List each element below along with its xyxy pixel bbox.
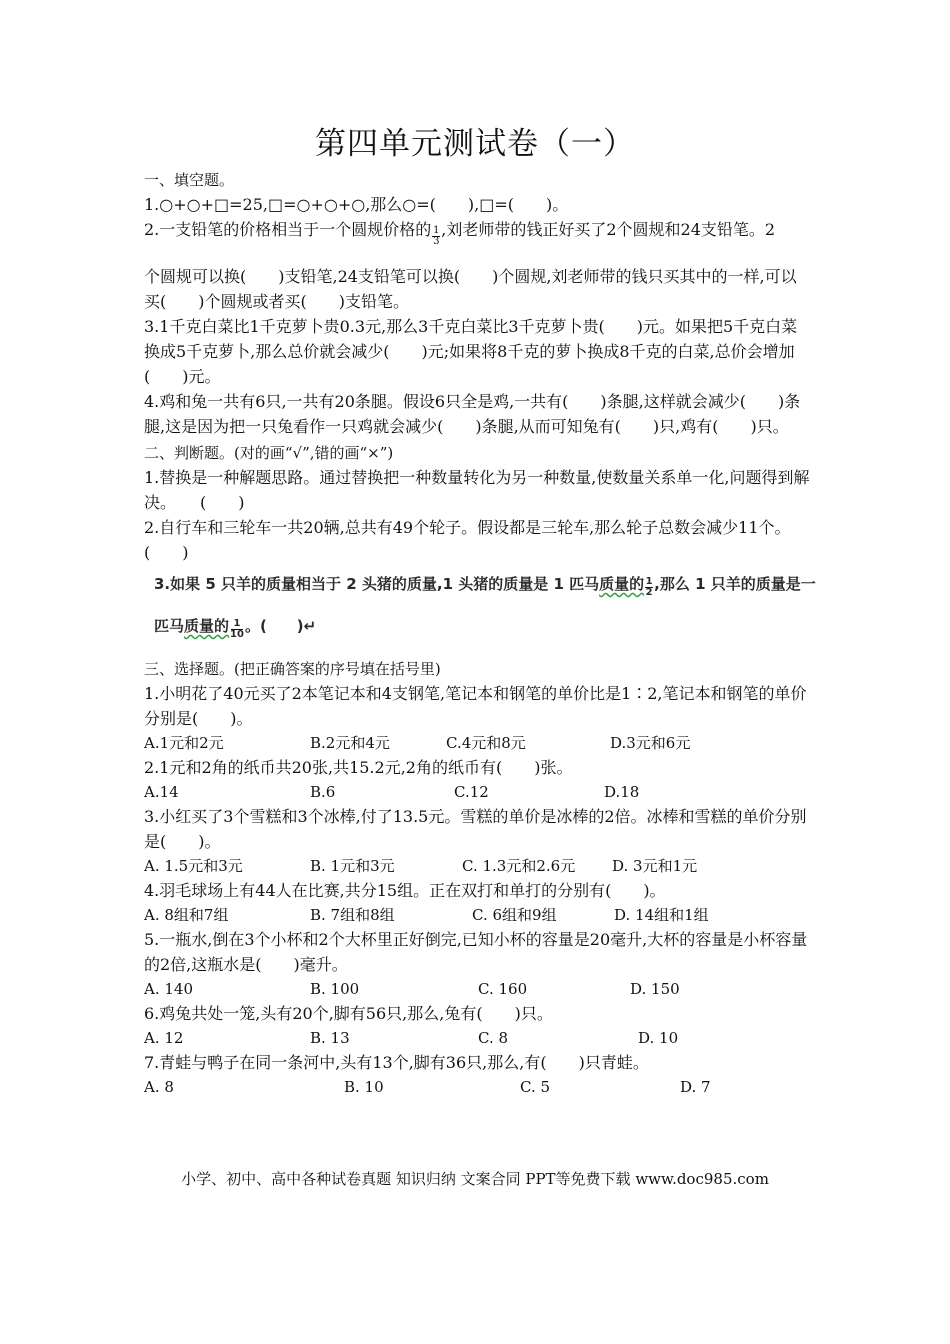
fill-question-2-continued: 个圆规可以换( )支铅笔,24支铅笔可以换( )个圆规,刘老师带的钱只买其中的一样,可以买( )个圆规或者买( )支铅笔。 [144,267,797,311]
option-a: A. 12 [144,1029,184,1047]
spacer [144,242,810,264]
section-choice-heading: 三、选择题。(把正确答案的序号填在括号里) [144,660,441,678]
option-a: A. 8 [144,1078,174,1096]
option-a: A.14 [144,783,179,801]
judge-question-3-part-f: 。( )↵ [244,617,317,635]
choice-question-5: 5.一瓶水,倒在3个小杯和2个大杯里正好倒完,已知小杯的容量是20毫升,大杯的容量是小杯容量的2倍,这瓶水是( )毫升。 [144,930,808,974]
fill-question-2-part-b: ,刘老师带的钱正好买了2个圆规和24支铅笔。2 [441,220,776,239]
fraction-denominator: 3 [433,236,440,247]
judge-question-3-underlined-a: 质量的 [599,575,645,593]
judge-question-3-line-1 [154,569,816,599]
fill-question-2-part-a: 2.一支铅笔的价格相当于一个圆规价格的 [144,220,432,239]
option-a: A.1元和2元 [144,734,224,752]
judge-question-3-part-a: 3.如果 5 只羊的质量相当于 2 头猪的质量,1 头猪的质量是 1 匹马 [154,575,600,593]
option-d: D. 150 [630,980,680,998]
option-d: D. 7 [680,1078,711,1096]
fraction-denominator: 2 [645,587,653,598]
option-c: C.4元和8元 [446,734,526,752]
section-fill-heading: 一、填空题。 [144,171,235,189]
fraction-denominator: 10 [230,629,244,640]
choice-question-3-options [144,854,810,878]
option-c: C.12 [454,783,489,801]
option-b: B. 100 [310,980,360,998]
option-b: B. 13 [310,1029,350,1047]
choice-question-1-options [144,731,810,755]
judge-question-1: 1.替换是一种解题思路。通过替换把一种数量转化为另一种数量,使数量关系单一化,问题得到解决。 ( ) [144,468,810,512]
choice-question-3: 3.小红买了3个雪糕和3个冰棒,付了13.5元。雪糕的单价是冰棒的2倍。冰棒和雪糕的单价分别是( )。 [144,807,807,851]
choice-question-7: 7.青蛙与鸭子在同一条河中,头有13个,脚有36只,那么,有( )只青蛙。 [144,1053,649,1072]
fraction-numerator: 1 [433,225,440,236]
exam-content [144,168,816,1099]
choice-question-4-options [144,903,810,927]
option-b: B. 1元和3元 [310,857,395,875]
choice-question-7-options [144,1075,810,1099]
option-d: D. 14组和1组 [614,906,709,924]
page-title: 第四单元测试卷（一） [315,126,635,162]
option-b: B. 10 [344,1078,384,1096]
choice-question-6-options [144,1026,810,1050]
fraction-one-tenth [230,619,244,640]
choice-question-2-options [144,780,810,804]
option-c: C. 8 [478,1029,509,1047]
option-b: B. 7组和8组 [310,906,395,924]
judge-question-3-underlined-b: 质量的 [184,617,230,635]
fill-question-2 [144,217,810,247]
option-c: C. 1.3元和2.6元 [462,857,576,875]
page-footer: 小学、初中、高中各种试卷真题 知识归纳 文案合同 PPT等免费下载 www.doc985.com [181,1170,769,1188]
option-d: D.3元和6元 [610,734,691,752]
choice-question-6: 6.鸡兔共处一笼,头有20个,脚有56只,那么,兔有( )只。 [144,1004,553,1023]
choice-question-4: 4.羽毛球场上有44人在比赛,共分15组。正在双打和单打的分别有( )。 [144,881,666,900]
choice-question-5-options [144,977,810,1001]
option-d: D. 3元和1元 [612,857,698,875]
judge-question-3-part-d: 匹马 [154,617,185,635]
fraction-one-third [432,226,440,247]
fill-question-1: 1.○+○+□=25,□=○+○+○,那么○=( ),□=( )。 [144,195,569,214]
option-b: B.6 [310,783,336,801]
option-c: C. 5 [520,1078,551,1096]
option-a: A. 8组和7组 [144,906,229,924]
option-a: A. 140 [144,980,193,998]
option-d: D. 10 [638,1029,679,1047]
fill-question-3: 3.1千克白菜比1千克萝卜贵0.3元,那么3千克白菜比3千克萝卜贵( )元。如果把5千克白菜换成5千克萝卜,那么总价就会减少( )元;如果将8千克的萝卜换成8千克的白菜,总价会增加( )元。 [144,317,798,386]
section-judge-heading: 二、判断题。(对的画“√”,错的画“×”) [144,444,394,462]
fill-question-4: 4.鸡和兔一共有6只,一共有20条腿。假设6只全是鸡,一共有( )条腿,这样就会减少( )条腿,这是因为把一只兔看作一只鸡就会减少( )条腿,从而可知兔有( )只,鸡有( )只。 [144,392,801,436]
fraction-one-half [645,577,653,598]
judge-question-3-part-c: ,那么 1 只羊的质量是一 [654,575,816,593]
fraction-numerator: 1 [233,618,241,629]
fraction-numerator: 1 [645,576,653,587]
choice-question-1: 1.小明花了40元买了2本笔记本和4支钢笔,笔记本和钢笔的单价比是1∶2,笔记本和钢笔的单价分别是( )。 [144,684,807,728]
option-b: B.2元和4元 [310,734,390,752]
option-c: C. 6组和9组 [472,906,557,924]
option-d: D.18 [604,783,640,801]
judge-question-3-line-2 [154,611,810,641]
judge-question-2: 2.自行车和三轮车一共20辆,总共有49个轮子。假设都是三轮车,那么轮子总数会减少11个。 ( ) [144,518,815,562]
option-a: A. 1.5元和3元 [144,857,243,875]
choice-question-2: 2.1元和2角的纸币共20张,共15.2元,2角的纸币有( )张。 [144,758,573,777]
option-c: C. 160 [478,980,528,998]
